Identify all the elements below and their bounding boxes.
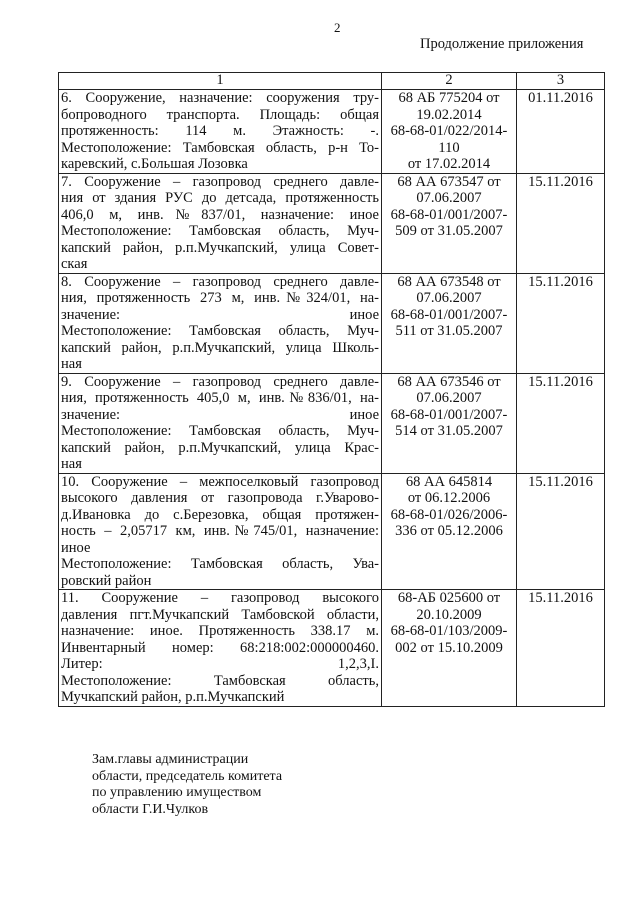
record-date: 01.11.2016 [517, 90, 605, 174]
continuation-heading: Продолжение приложения [420, 36, 584, 52]
column-header: 1 [59, 73, 382, 90]
description-line: 8. Сооружение – газопровод среднего давле- [61, 273, 379, 290]
description-line: Местоположение: Тамбовская область, [61, 672, 379, 689]
description-line: значение: иное [61, 306, 379, 323]
registration-line: 07.06.2007 [416, 390, 482, 406]
description-line: д.Ивановка до с.Березовка, общая протяжен- [61, 506, 379, 523]
description-line: назначение: иное. Протяженность 338.17 м. [61, 623, 379, 639]
table-row [59, 473, 605, 590]
description-line: ровский район [61, 572, 152, 589]
record-date: 15.11.2016 [517, 473, 605, 590]
registration-line: 68-68-01/022/2014- [390, 123, 508, 139]
description-line: 7. Сооружение – газопровод среднего давле- [61, 173, 379, 190]
description-line: ная [61, 456, 82, 472]
registration-record [382, 373, 517, 473]
table-header-row [59, 73, 605, 90]
description-line: 10. Сооружение – межпоселковый газопровод [61, 473, 379, 490]
description-line: Местоположение: Тамбовская область, Муч- [61, 423, 379, 439]
registration-record [382, 473, 517, 590]
registration-line: 68 АА 673547 от [397, 173, 501, 190]
description-line: Местоположение: Тамбовская область, Муч- [61, 223, 379, 239]
description-line: Местоположение: Тамбовская область, Ува- [61, 556, 379, 572]
description-line: давления пгт.Мучкапский Тамбовской области, [61, 606, 379, 623]
description-line: 6. Сооружение, назначение: сооружения тру- [61, 90, 379, 106]
description-line: капский район, р.п.Мучкапский, улица Крас- [61, 439, 379, 456]
description-line: ская [61, 256, 88, 272]
description-line: 9. Сооружение – газопровод среднего давле- [61, 373, 379, 390]
registration-line: от 06.12.2006 [407, 490, 491, 506]
registration-line: 002 от 15.10.2009 [395, 639, 503, 656]
registration-line: 68 АА 645814 [405, 473, 493, 490]
description-line: Местоположение: Тамбовская область, Муч- [61, 323, 379, 339]
table-row [59, 90, 605, 174]
property-description [59, 173, 382, 273]
property-table [58, 72, 605, 707]
description-line: капский район, р.п.Мучкапский, улица Школь- [61, 339, 379, 356]
registration-record [382, 90, 517, 174]
description-line: ность – 2,05717 км, инв.№745/01, назначение: [61, 523, 379, 539]
description-line: ная [61, 356, 82, 372]
registration-record [382, 273, 517, 373]
signature-line: области Г.И.Чулков [92, 801, 209, 817]
registration-line: 07.06.2007 [416, 190, 482, 206]
description-line: протяженность: 114 м. Этажность: -. [61, 123, 379, 139]
column-header: 3 [517, 73, 605, 90]
record-date: 15.11.2016 [517, 590, 605, 707]
signature-line: области, председатель комитета [92, 768, 283, 784]
table-row [59, 273, 605, 373]
property-description [59, 90, 382, 174]
description-line: ния от здания РУС до детсада, протяженность [61, 190, 379, 206]
signature-block [92, 752, 282, 818]
description-line: бопроводного транспорта. Площадь: общая [61, 106, 379, 123]
description-line: 11. Сооружение – газопровод высокого [61, 590, 379, 606]
registration-line: 509 от 31.05.2007 [395, 223, 503, 239]
description-line: высокого давления от газопровода г.Уварово- [61, 490, 379, 506]
description-line: капский район, р.п.Мучкапский, улица Совет- [61, 239, 379, 256]
record-date: 15.11.2016 [517, 273, 605, 373]
record-date: 15.11.2016 [517, 173, 605, 273]
registration-line: 68-68-01/001/2007- [390, 406, 508, 423]
registration-line: 68-68-01/001/2007- [390, 306, 508, 323]
description-line: ния, протяженность 273 м, инв.№324/01, на- [61, 290, 379, 306]
registration-line: 20.10.2009 [416, 606, 482, 623]
registration-line: 514 от 31.05.2007 [395, 423, 503, 439]
signature-line: Зам.главы администрации [92, 752, 249, 767]
property-description [59, 473, 382, 590]
registration-line: 68-68-01/103/2009- [390, 623, 508, 639]
record-date: 15.11.2016 [517, 373, 605, 473]
registration-line: 511 от 31.05.2007 [395, 323, 503, 339]
description-line: ния, протяженность 405,0 м, инв.№836/01, на- [61, 390, 379, 406]
description-line: иное [61, 539, 91, 556]
signature-line: по управлению имуществом [92, 785, 262, 800]
description-line: 406,0 м, инв.№837/01, назначение: иное [61, 206, 379, 223]
table-row [59, 373, 605, 473]
registration-line: 68-68-01/001/2007- [390, 206, 508, 223]
page-number: 2 [334, 20, 341, 35]
table-row [59, 590, 605, 707]
description-line: Мучкапский район, р.п.Мучкапский [61, 689, 285, 705]
description-line: Инвентарный номер: 68:218:002:000000460. [61, 639, 379, 656]
registration-line: 19.02.2014 [416, 106, 482, 123]
property-description [59, 373, 382, 473]
registration-line: 07.06.2007 [416, 290, 482, 306]
property-description [59, 590, 382, 707]
registration-line: 68 АА 673546 от [397, 373, 501, 390]
description-line: Литер: 1,2,3,I. [61, 656, 379, 672]
registration-line: 336 от 05.12.2006 [395, 523, 503, 539]
description-line: каревский, с.Большая Лозовка [61, 156, 248, 172]
description-line: значение: иное [61, 406, 379, 423]
registration-record [382, 173, 517, 273]
property-description [59, 273, 382, 373]
table-row [59, 173, 605, 273]
registration-line: 68-АБ 025600 от [397, 590, 501, 606]
registration-record [382, 590, 517, 707]
registration-line: 68 АА 673548 от [397, 273, 501, 290]
registration-line: от 17.02.2014 [407, 156, 491, 172]
registration-line: 68-68-01/026/2006- [390, 506, 508, 523]
description-line: Местоположение: Тамбовская область, р-н То- [61, 139, 379, 156]
column-header: 2 [382, 73, 517, 90]
registration-line: 68 АБ 775204 от [398, 90, 500, 106]
registration-line: 110 [438, 139, 460, 156]
